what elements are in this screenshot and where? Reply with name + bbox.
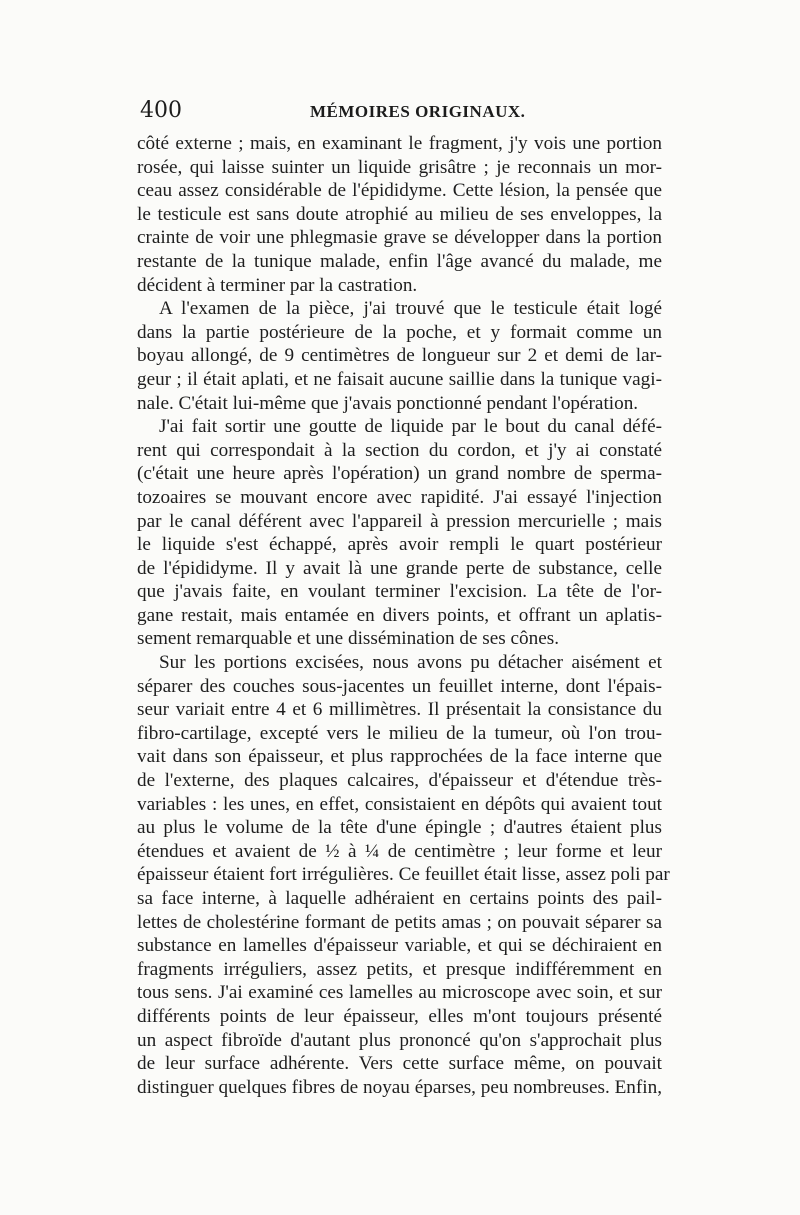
text-line: restante de la tunique malade, enfin l'âge avancé du malade, me bbox=[137, 250, 662, 272]
text-line: dans la partie postérieure de la poche, et y formait comme un bbox=[137, 321, 662, 343]
text-line: différents points de leur épaisseur, elles m'ont toujours présenté bbox=[137, 1005, 662, 1027]
text-line: tozoaires se mouvant encore avec rapidité. J'ai essayé l'injection bbox=[137, 486, 662, 508]
text-line: épaisseur étaient fort irrégulières. Ce feuillet était lisse, assez poli par bbox=[137, 864, 670, 886]
text-line: le testicule est sans doute atrophié au milieu de ses enveloppes, la bbox=[137, 203, 662, 225]
text-line: sa face interne, à laquelle adhéraient en certains points des pail- bbox=[137, 888, 662, 909]
text-line: boyau allongé, de 9 centimètres de longueur sur 2 et demi de lar- bbox=[137, 345, 662, 367]
page-header bbox=[140, 98, 660, 128]
text-line: fragments irréguliers, assez petits, et presque indifféremment en bbox=[137, 958, 662, 980]
text-line: Sur les portions excisées, nous avons pu détacher aisément et bbox=[159, 652, 662, 674]
text-line: vait dans son épaisseur, et plus rapprochées de la face interne que bbox=[137, 746, 662, 768]
text-line: rosée, qui laisse suinter un liquide grisâtre ; je reconnais un mor- bbox=[137, 156, 662, 178]
text-line: de l'externe, des plaques calcaires, d'épaisseur et d'étendue très- bbox=[137, 770, 662, 792]
page-number: 400 bbox=[140, 98, 182, 123]
text-line: sement remarquable et une dissémination de ses cônes. bbox=[137, 628, 559, 650]
text-line: décident à terminer par la castration. bbox=[137, 274, 418, 296]
text-line: côté externe ; mais, en examinant le fragment, j'y vois une portion bbox=[137, 133, 662, 154]
text-line: fibro-cartilage, excepté vers le milieu de la tumeur, où l'on trou- bbox=[137, 722, 662, 744]
text-line: rent qui correspondait à la section du cordon, et j'y ai constaté bbox=[137, 439, 662, 461]
text-line: (c'était une heure après l'opération) un grand nombre de sperma- bbox=[137, 463, 662, 485]
body-text bbox=[137, 132, 670, 1099]
text-line: distinguer quelques fibres de noyau éparses, peu nombreuses. Enfin, bbox=[137, 1076, 662, 1098]
text-line: au plus le volume de la tête d'une épingle ; d'autres étaient plus bbox=[137, 817, 662, 839]
text-line: gane restait, mais entamée en divers points, et offrant un aplatis- bbox=[137, 604, 662, 626]
text-line: tous sens. J'ai examiné ces lamelles au microscope avec soin, et sur bbox=[137, 982, 662, 1004]
text-line: que j'avais faite, en voulant terminer l'excision. La tête de l'or- bbox=[137, 581, 662, 603]
text-line: substance en lamelles d'épaisseur variable, et qui se déchiraient en bbox=[137, 935, 662, 957]
text-line: lettes de cholestérine formant de petits amas ; on pouvait séparer sa bbox=[137, 911, 662, 933]
text-line: geur ; il était aplati, et ne faisait aucune saillie dans la tunique vagi- bbox=[137, 368, 662, 390]
text-line: ceau assez considérable de l'épididyme. Cette lésion, la pensée que bbox=[137, 180, 662, 202]
text-line: nale. C'était lui-même que j'avais ponctionné pendant l'opération. bbox=[137, 392, 639, 414]
text-line: crainte de voir une phlegmasie grave se développer dans la portion bbox=[137, 227, 662, 249]
text-line: étendues et avaient de ½ à ¼ de centimètre ; leur forme et leur bbox=[137, 840, 662, 862]
text-line: variables : les unes, en effet, consistaient en dépôts qui avaient tout bbox=[137, 793, 662, 815]
running-title: MÉMOIRES ORIGINAUX. bbox=[310, 102, 526, 121]
text-line: de l'épididyme. Il y avait là une grande perte de substance, celle bbox=[137, 557, 662, 579]
text-line: séparer des couches sous-jacentes un feuillet interne, dont l'épais- bbox=[137, 675, 662, 697]
text-line: un aspect fibroïde d'autant plus prononcé qu'on s'approchait plus bbox=[137, 1029, 662, 1051]
text-line: de leur surface adhérente. Vers cette surface même, on pouvait bbox=[137, 1053, 662, 1075]
text-line: seur variait entre 4 et 6 millimètres. Il présentait la consistance du bbox=[137, 699, 662, 721]
text-line: le liquide s'est échappé, après avoir rempli le quart postérieur bbox=[137, 534, 662, 556]
text-line: A l'examen de la pièce, j'ai trouvé que le testicule était logé bbox=[159, 298, 662, 320]
text-line: par le canal déférent avec l'appareil à pression mercurielle ; mais bbox=[137, 510, 662, 532]
text-line: J'ai fait sortir une goutte de liquide par le bout du canal défé- bbox=[159, 416, 662, 438]
